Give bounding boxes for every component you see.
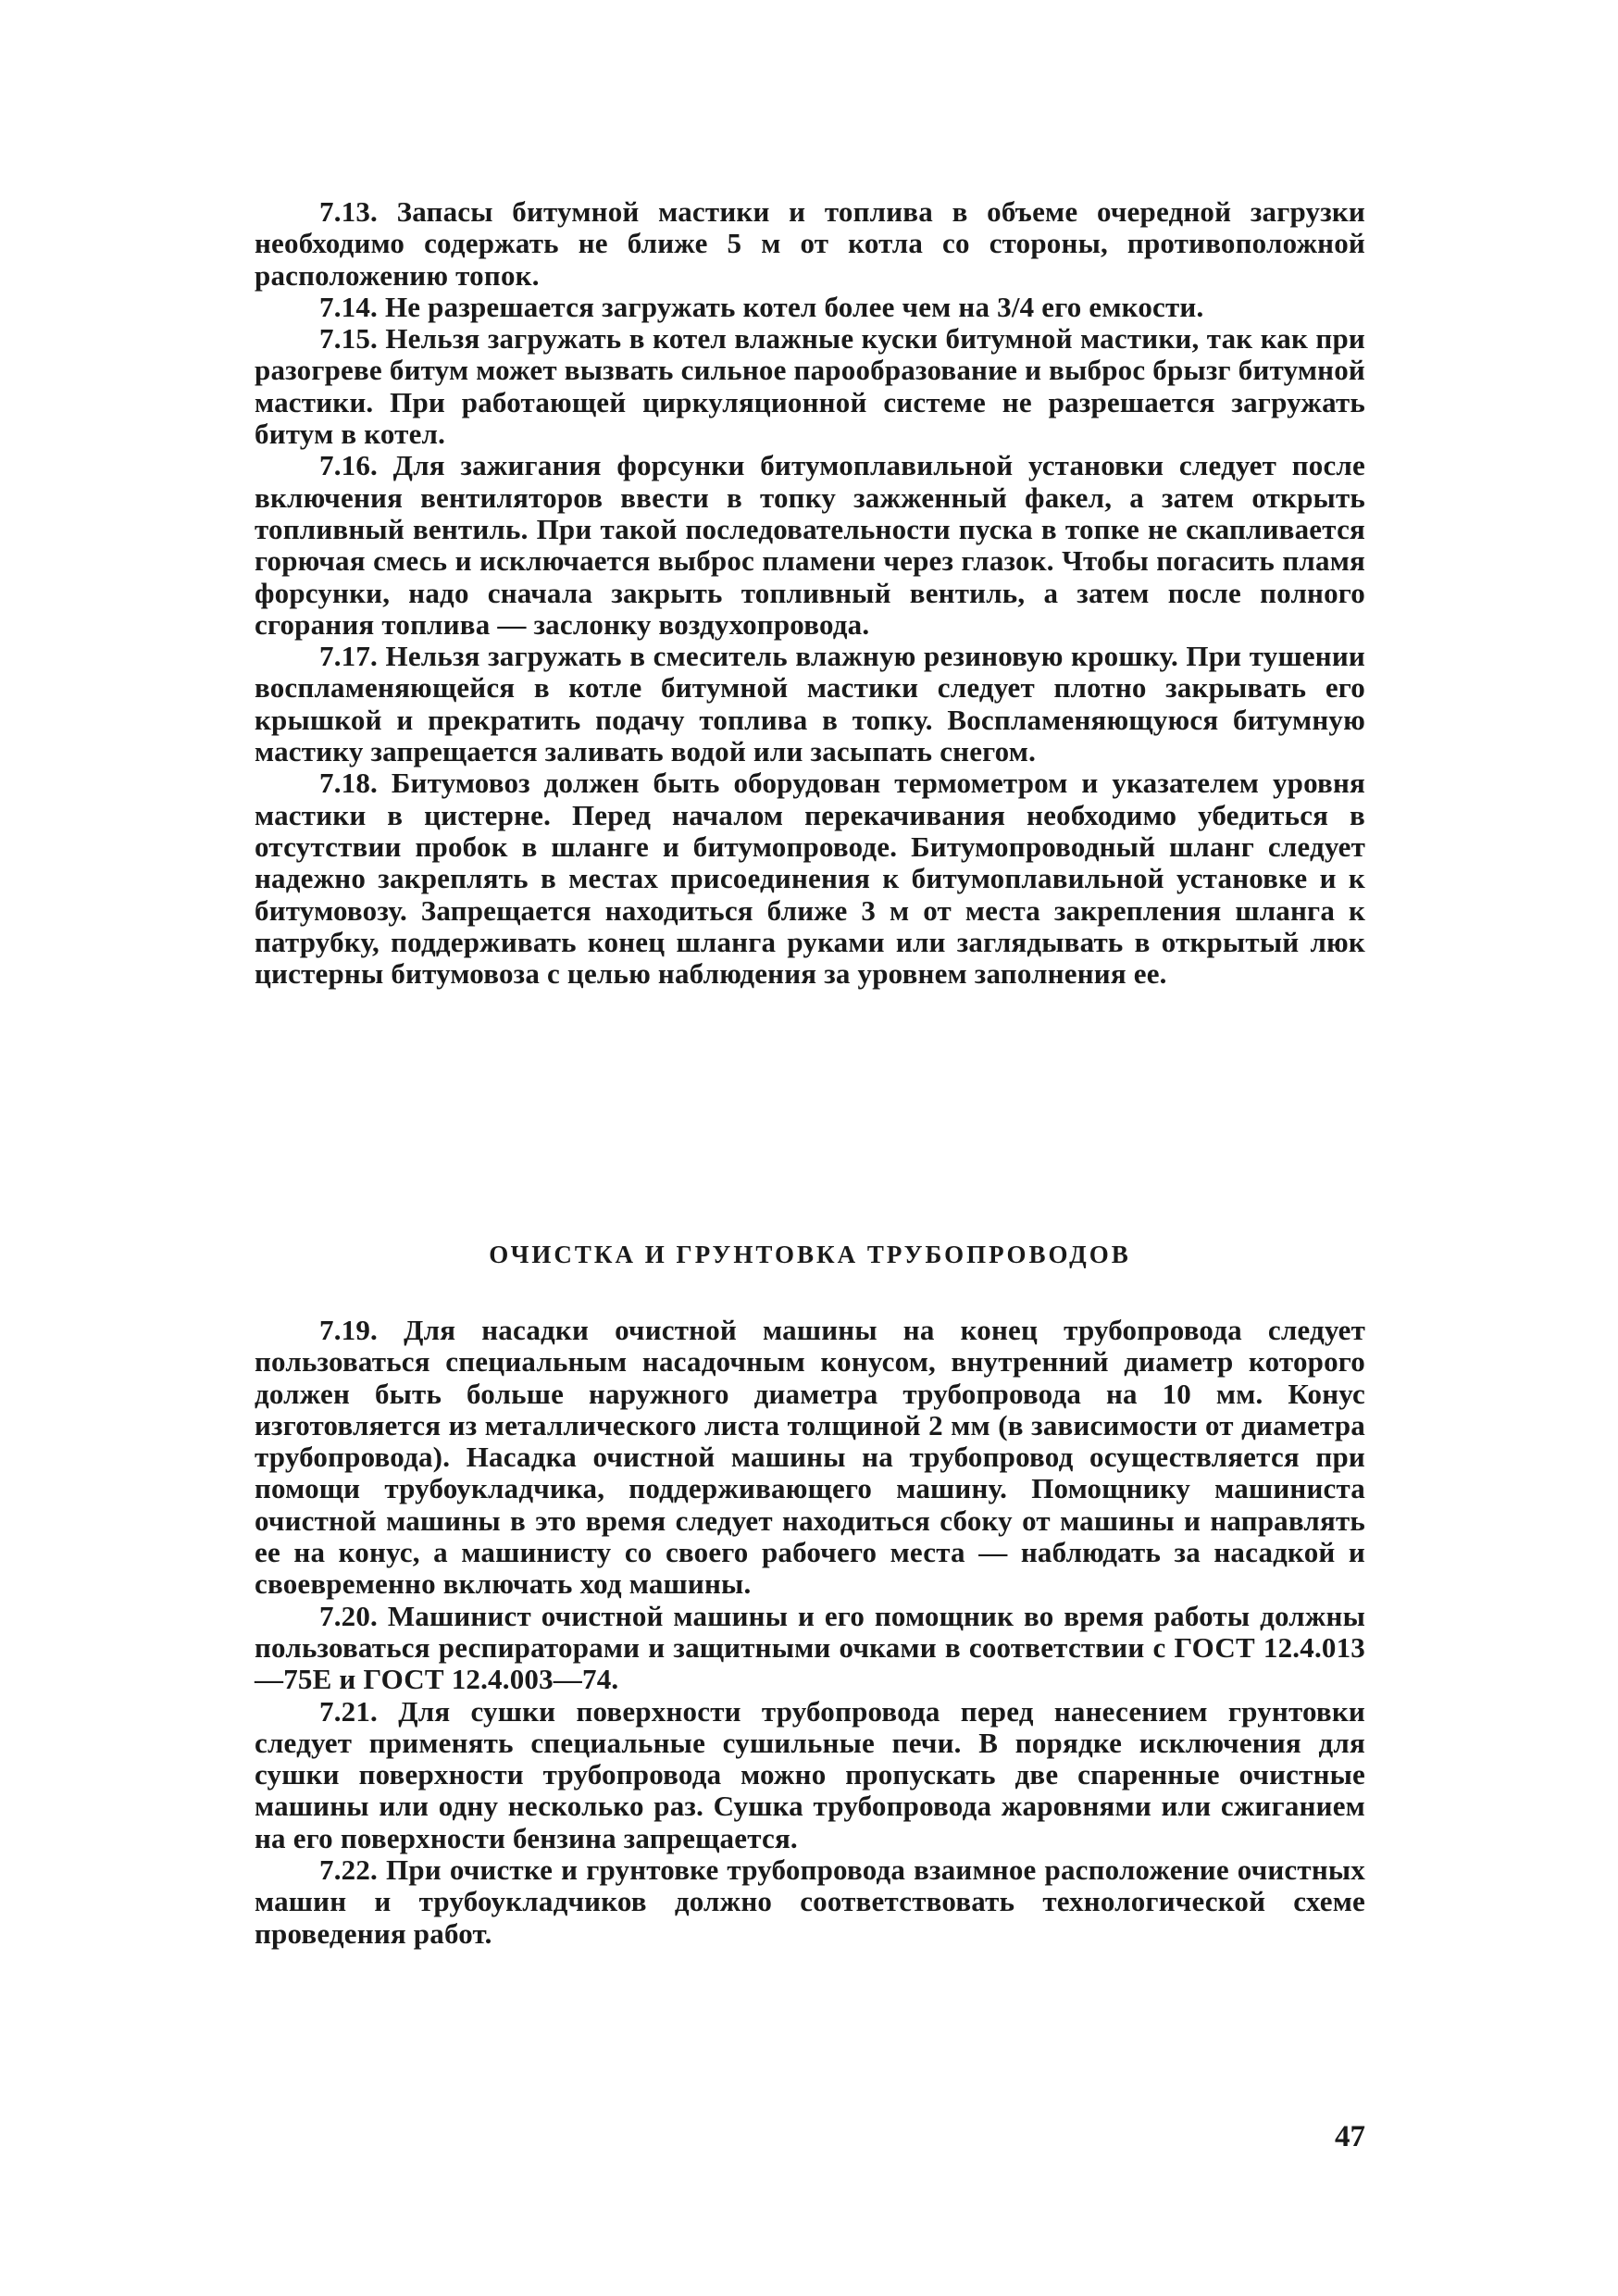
page-number: 47: [1335, 2120, 1365, 2153]
paragraph-7-18: 7.18. Битумовоз должен быть оборудован термометром и указателем уровня мастики в цистерне. Перед началом перекачивания необходимо убедиться в отсутствии пробок в шланге и битумопроводе. Битумопроводный шланг следует надежно закреплять в местах присоединения к битумоплавильной установке и к битумовозу. Запрещается находиться ближе 3 м от места закрепления шланга к патрубку, поддерживать конец шланга руками или заглядывать в открытый люк цистерны битумовоза с целью наблюдения за уровнем заполнения ее.: [255, 767, 1365, 991]
paragraph-7-21: 7.21. Для сушки поверхности трубопровода перед нанесением грунтовки следует применять специальные сушильные печи. В порядке исключения для сушки поверхности трубопровода можно пропускать две спаренные очистные машины или одну несколько раз. Сушка трубопровода жаровнями или сжиганием на его поверхности бензина запрещается.: [255, 1694, 1365, 1854]
paragraph-7-17: 7.17. Нельзя загружать в смеситель влажную резиновую крошку. При тушении воспламеняющейся в котле битумной мастики следует плотно закрывать его крышкой и прекратить подачу топлива в топку. Воспламеняющуюся битумную мастику запрещается заливать водой или засыпать снегом.: [255, 640, 1365, 768]
section-heading: ОЧИСТКА И ГРУНТОВКА ТРУБОПРОВОДОВ: [489, 1241, 1131, 1268]
paragraph-7-20: 7.20. Машинист очистной машины и его помощник во время работы должны пользоваться респираторами и защитными очками в соответствии с ГОСТ 12.4.013—75Е и ГОСТ 12.4.003—74.: [255, 1599, 1365, 1696]
section-bottom: [255, 1315, 1365, 1950]
paragraph-7-14: 7.14. Не разрешается загружать котел более чем на 3/4 его емкости.: [319, 290, 1204, 323]
paragraph-7-19: 7.19. Для насадки очистной машины на конец трубопровода следует пользоваться специальным насадочным конусом, внутренний диаметр которого должен быть больше наружного диаметра трубопровода на 10 мм. Конус изготовляется из металлического листа толщиной 2 мм (в зависимости от диаметра трубопровода). Насадка очистной машины на трубопровод осуществляется при помощи трубоукладчика, поддерживающего машину. Помощнику машиниста очистной машины в это время следует находиться сбоку от машины и направлять ее на конус, а машинисту со своего рабочего места — наблюдать за насадкой и своевременно включать ход машины.: [255, 1314, 1365, 1601]
paragraph-7-16: 7.16. Для зажигания форсунки битумоплавильной установки следует после включения вентиляторов ввести в топку зажженный факел, а затем открыть топливный вентиль. При такой последовательности пуска в топке не скапливается горючая смесь и исключается выброс пламени через глазок. Чтобы погасить пламя форсунки, надо сначала закрыть топливный вентиль, а затем после полного сгорания топлива — заслонку воздухопровода.: [255, 449, 1365, 641]
paragraph-7-15: 7.15. Нельзя загружать в котел влажные куски битумной мастики, так как при разогреве битум может вызвать сильное парообразование и выброс брызг битумной мастики. При работающей циркуляционной системе не разрешается загружать битум в котел.: [255, 322, 1365, 451]
paragraph-7-13: 7.13. Запасы битумной мастики и топлива в объеме очередной загрузки необходимо содержать не ближе 5 м от котла со стороны, противоположной расположению топок.: [255, 195, 1365, 292]
section-top: [255, 196, 1365, 990]
paragraph-7-22: 7.22. При очистке и грунтовке трубопровода взаимное расположение очистных машин и трубоукладчиков должно соответствовать технологической схеме проведения работ.: [255, 1853, 1365, 1950]
